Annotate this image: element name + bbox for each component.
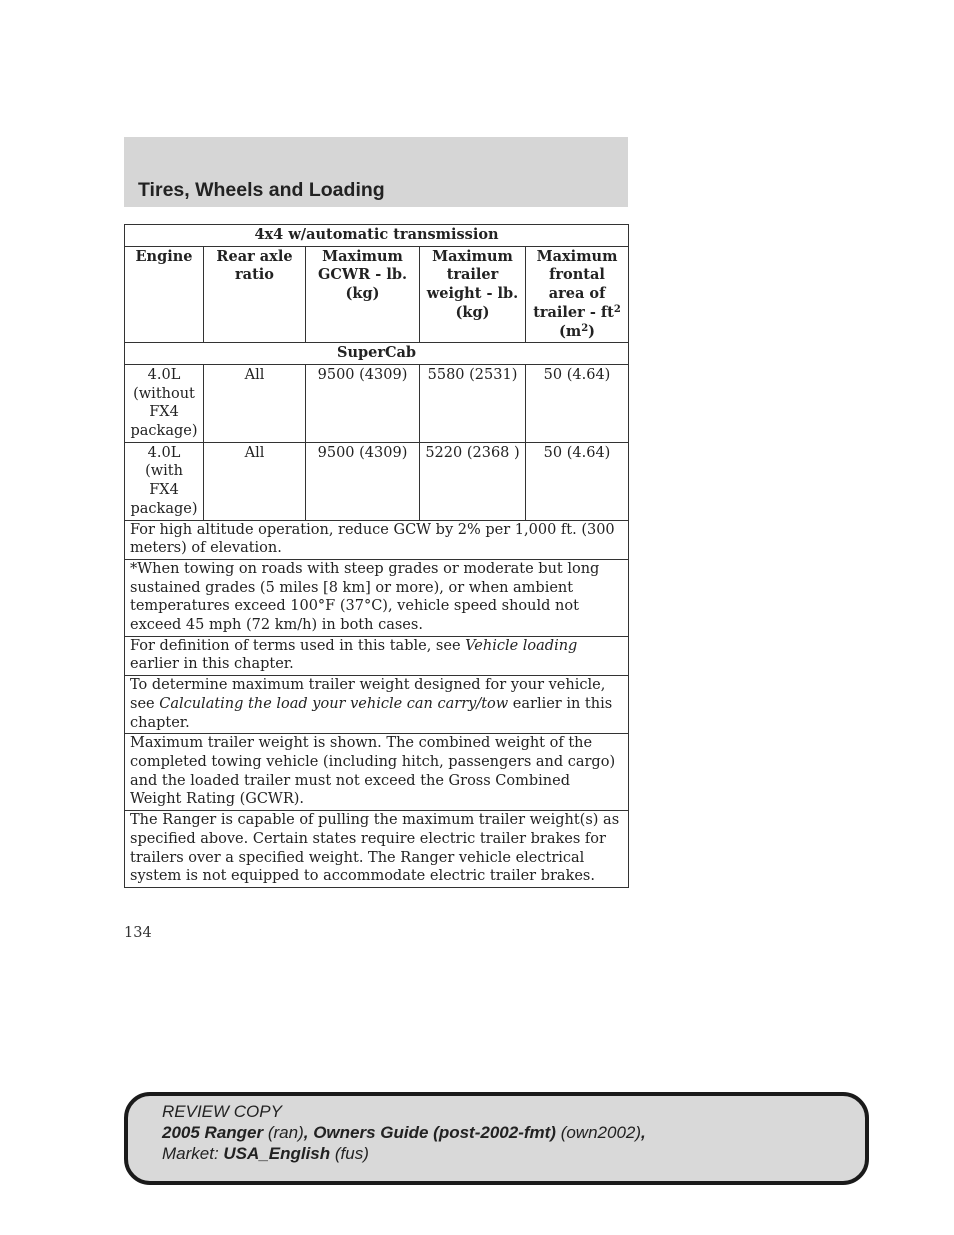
note-towing-grades: *When towing on roads with steep grades or moderate but long sustained grades (5 miles [8 km] or more), or when ambient temperatures exceed 100°F (37°C), vehicle speed should not exceed 45 mph (72 km/h) in both cases. — [125, 559, 629, 636]
footer-guide: Owners Guide (post-2002-fmt) — [313, 1123, 556, 1142]
calculating-load-reference: Calculating the load your vehicle can carry/tow — [159, 695, 509, 712]
section-title: Tires, Wheels and Loading — [138, 179, 385, 201]
table-caption-row — [125, 225, 629, 247]
header-frontal-area-close: ) — [588, 322, 596, 340]
header-gcwr: Maximum GCWR - lb. (kg) — [306, 246, 420, 343]
note-determine-end: earlier in this chapter. — [130, 695, 613, 731]
note-max-trailer-weight: Maximum trailer weight is shown. The combined weight of the completed towing vehicle (including hitch, passengers and cargo) and the loaded trailer must not exceed the Gross Combined Weight Rating (GCWR). — [125, 734, 629, 811]
table-header-row — [125, 246, 629, 343]
footer-market-code: (fus) — [330, 1144, 369, 1163]
table-row — [125, 442, 629, 520]
review-copy-footer — [124, 1092, 869, 1185]
footer-market: USA_English — [223, 1144, 331, 1163]
m-squared-sup: 2 — [581, 322, 589, 334]
cell-engine: 4.0L (without FX4 package) — [125, 364, 204, 442]
note-row — [125, 676, 629, 734]
note-definition — [125, 636, 629, 675]
section-header — [124, 137, 628, 207]
table-group-row — [125, 343, 629, 365]
cell-axle: All — [204, 442, 306, 520]
cell-engine: 4.0L (with FX4 package) — [125, 442, 204, 520]
note-altitude: For high altitude operation, reduce GCW by 2% per 1,000 ft. (300 meters) of elevation. — [125, 520, 629, 559]
footer-document-line — [162, 1122, 646, 1143]
footer-model-code: (ran) — [263, 1123, 304, 1142]
note-definition-end: earlier in this chapter. — [130, 656, 294, 673]
vehicle-loading-reference: Vehicle loading — [465, 637, 578, 654]
header-frontal-area-mid: (m — [558, 322, 582, 340]
footer-model: 2005 Ranger — [162, 1123, 264, 1142]
note-row — [125, 636, 629, 675]
note-row — [125, 520, 629, 559]
header-frontal-area — [526, 246, 629, 343]
footer-market-line — [162, 1143, 646, 1164]
towing-spec-table — [124, 224, 629, 888]
ft-squared-sup: 2 — [613, 303, 621, 315]
footer-review-label: REVIEW COPY — [162, 1102, 282, 1121]
footer-market-label: Market: — [162, 1144, 224, 1163]
cell-gcwr: 9500 (4309) — [306, 364, 420, 442]
cell-axle: All — [204, 364, 306, 442]
header-engine: Engine — [125, 246, 204, 343]
footer-sep: , — [303, 1123, 314, 1142]
cell-frontal-area: 50 (4.64) — [526, 442, 629, 520]
header-rear-axle: Rear axle ratio — [204, 246, 306, 343]
table-row — [125, 364, 629, 442]
table-caption: 4x4 w/automatic transmission — [125, 225, 629, 247]
footer-sep: , — [641, 1123, 646, 1142]
cell-gcwr: 9500 (4309) — [306, 442, 420, 520]
cell-trailer-weight: 5220 (2368 ) — [420, 442, 526, 520]
group-supercab: SuperCab — [125, 343, 629, 365]
note-row — [125, 734, 629, 811]
header-trailer-weight: Maximum trailer weight - lb. (kg) — [420, 246, 526, 343]
note-determine-weight — [125, 676, 629, 734]
note-row — [125, 811, 629, 888]
cell-trailer-weight: 5580 (2531) — [420, 364, 526, 442]
header-frontal-area-text: Maximum frontal area of trailer - ft — [533, 247, 618, 321]
cell-frontal-area: 50 (4.64) — [526, 364, 629, 442]
note-determine-text: To determine maximum trailer weight designed for your vehicle, see — [130, 677, 606, 712]
footer-guide-code: (own2002) — [555, 1123, 642, 1142]
page-number: 134 — [124, 925, 152, 941]
note-row — [125, 559, 629, 636]
note-electric-brakes: The Ranger is capable of pulling the maximum trailer weight(s) as specified above. Certain states require electric trailer brakes for trailers over a specified weight. The Ranger vehicle electrical system is not equipped to accommodate electric trailer brakes. — [125, 811, 629, 888]
note-definition-text: For definition of terms used in this table, see — [130, 637, 466, 654]
